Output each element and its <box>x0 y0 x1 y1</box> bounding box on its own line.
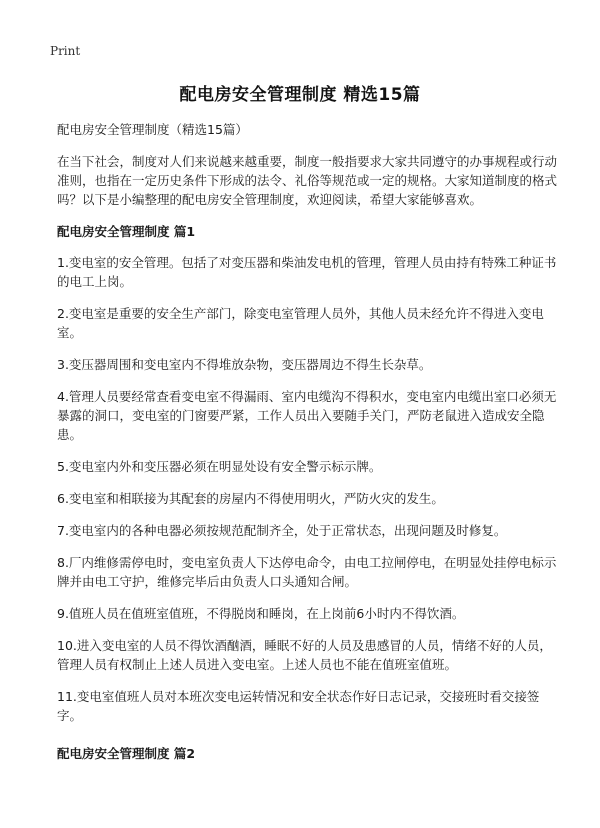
list-item: 2.变电室是重要的安全生产部门，除变电室管理人员外，其他人员未经允许不得进入变电室。 <box>57 306 544 340</box>
list-item: 7.变电室内的各种电器必须按规范配制齐全，处于正常状态，出现问题及时修复。 <box>57 523 507 538</box>
intro-paragraph: 在当下社会，制度对人们来说越来越重要，制度一般指要求大家共同遵守的办事规程或行动准则，也指在一定历史条件下形成的法令、礼俗等规范或一定的规格。大家知道制度的格式吗？以下是小编整理的配电房安全管理制度，欢迎阅读，希望大家能够喜欢。 <box>57 154 558 207</box>
list-item: 10.进入变电室的人员不得饮酒酗酒，睡眠不好的人员及患感冒的人员，情绪不好的人员，管理人员有权制止上述人员进入变电室。上述人员也不能在值班室值班。 <box>57 638 552 672</box>
list-item: 9.值班人员在值班室值班，不得脱岗和睡岗，在上岗前6小时内不得饮酒。 <box>57 606 465 621</box>
list-item: 11.变电室值班人员对本班次变电运转情况和安全状态作好日志记录，交接班时看交接签字。 <box>57 689 540 723</box>
list-item: 6.变电室和相联接为其配套的房屋内不得使用明火，严防火灾的发生。 <box>57 491 444 506</box>
list-item: 8.厂内维修需停电时，变电室负责人下达停电命令，由电工拉闸停电，在明显处挂停电标示牌并由电工守护，维修完毕后由负责人口头通知合闸。 <box>57 555 557 589</box>
page-title: 配电房安全管理制度 精选15篇 <box>179 85 421 105</box>
section-heading-1: 配电房安全管理制度 篇1 <box>57 224 196 239</box>
document-subtitle: 配电房安全管理制度（精选15篇） <box>57 122 248 137</box>
print-link[interactable]: Print <box>50 44 81 58</box>
list-item: 3.变压器周围和变电室内不得堆放杂物，变压器周边不得生长杂草。 <box>57 357 432 372</box>
document-body <box>57 121 557 775</box>
list-item: 5.变电室内外和变压器必须在明显处设有安全警示标示牌。 <box>57 459 382 474</box>
list-item: 4.管理人员要经常查看变电室不得漏雨、室内电缆沟不得积水，变电室内电缆出室口必须无暴露的洞口，变电室的门窗要严紧，工作人员出入要随手关门，严防老鼠进入造成安全隐患。 <box>57 389 557 442</box>
section-heading-2: 配电房安全管理制度 篇2 <box>57 746 196 761</box>
list-item: 1.变电室的安全管理。包括了对变压器和柴油发电机的管理，管理人员由持有特殊工种证书的电工上岗。 <box>57 255 557 289</box>
